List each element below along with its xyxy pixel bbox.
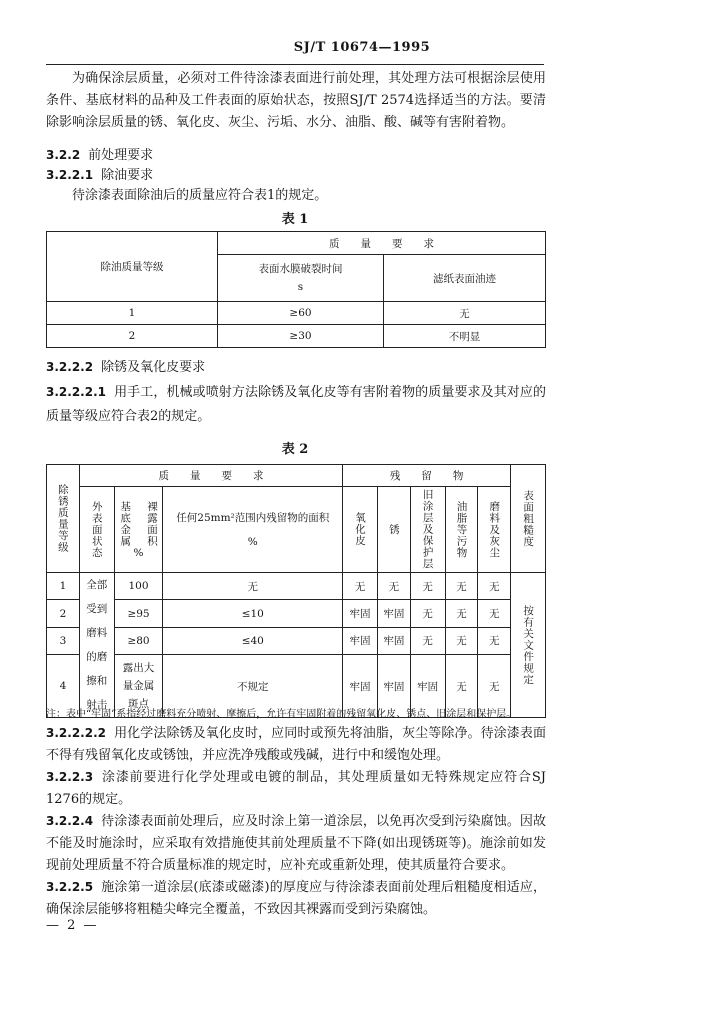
table2-header-oldcoat-text: 旧涂层及保护层 — [421, 489, 434, 570]
section-text: 施涂第一道涂层(底漆或磁漆)的厚度应与待涂漆表面前处理后粗糙度相适应，确保涂层能够将粗糙尖峰完全覆盖，不致因其裸露而受到污染腐蚀。 — [46, 880, 546, 917]
table-row — [47, 302, 546, 325]
section-number: 3.2.2.3 — [46, 770, 94, 784]
section-3-2-2-1-text: 待涂漆表面除油后的质量应符合表1的规定。 — [72, 188, 328, 203]
table2-cell-oldcoat: 无 — [410, 627, 445, 654]
section-number: 3.2.2.2 — [46, 360, 94, 374]
section-3-2-2-5 — [46, 876, 546, 921]
table-row — [47, 600, 546, 627]
section-3-2-2 — [46, 145, 153, 166]
table2-cell-grease: 无 — [445, 627, 478, 654]
table2-header-dust-text: 磨料及灰尘 — [488, 500, 501, 559]
table2-cell-dust: 无 — [478, 655, 511, 718]
table2-cell-area: ≤40 — [163, 627, 343, 654]
appearance-line: 受到 — [86, 603, 108, 615]
appearance-line: 射击 — [86, 699, 108, 711]
table2-header-exposed-unit: % — [133, 546, 144, 559]
table2-cell-oxide: 牢固 — [343, 655, 378, 718]
table1-header-time-label: 表面水膜破裂时间 — [258, 263, 343, 275]
table2-header-appearance-text: 外表面状态 — [90, 500, 103, 559]
section-text: 用化学法除锈及氧化皮时，应同时或预先将油脂，灰尘等除净。待涂漆表面不得有残留氧化皮或锈蚀，并应洗净残酸或残碱，进行中和缓饱处理。 — [46, 726, 546, 763]
table2-title: 表 2 — [281, 442, 309, 457]
table1-header-time — [218, 255, 384, 302]
section-title: 除油要求 — [101, 168, 154, 183]
section-number: 3.2.2 — [46, 148, 81, 162]
table2-header-exposed — [114, 487, 163, 573]
appearance-line: 的磨 — [86, 651, 108, 663]
table1-header-grade: 除油质量等级 — [47, 232, 218, 302]
section-3-2-2-2 — [46, 357, 205, 378]
table2-header-residue: 残 留 物 — [343, 465, 511, 487]
table2-header-area — [163, 487, 343, 573]
table2-cell-exposed: 100 — [114, 573, 163, 600]
table2-cell-grease: 无 — [445, 655, 478, 718]
table-row — [47, 573, 546, 600]
table1-cell-grade: 2 — [47, 325, 218, 348]
table2-cell-area: 不规定 — [163, 655, 343, 718]
table-row — [47, 627, 546, 654]
table2-cell-dust: 无 — [478, 573, 511, 600]
table2-cell-rust: 牢固 — [377, 600, 410, 627]
table2-header-quality: 质 量 要 求 — [79, 465, 342, 487]
header-rule — [46, 64, 544, 65]
table2-header-dust — [478, 487, 511, 573]
table2-cell-appearance — [79, 573, 114, 718]
table2-header-area-unit: % — [247, 535, 258, 548]
table1-degreasing — [46, 231, 546, 348]
table2-cell-oldcoat: 无 — [410, 600, 445, 627]
table1-title: 表 1 — [281, 212, 309, 227]
table2-header-metal-text: 基底金属 — [119, 500, 132, 547]
table2-header-exposed-text: 裸露面积 — [145, 500, 158, 547]
table1-cell-oil: 不明显 — [384, 325, 546, 348]
table2-footnote: 注：表中“牢固”系指经过磨料充分喷射、摩擦后，允许有牢固附着的残留氧化皮、锈点、旧涂层和保护层。 — [46, 709, 517, 720]
table-row — [47, 325, 546, 348]
table2-cell-dust: 无 — [478, 627, 511, 654]
table2-cell-grade: 1 — [47, 573, 80, 600]
section-text: 用手工，机械或喷射方法除锈及氧化皮等有害附着物的质量要求及其对应的质量等级应符合表2的规定。 — [46, 385, 546, 424]
table2-header-grease-text: 油脂等污物 — [455, 500, 468, 559]
table2-header-oldcoat — [410, 487, 445, 573]
table2-cell-oxide: 无 — [343, 573, 378, 600]
section-title: 前处理要求 — [88, 148, 154, 163]
appearance-line: 擦和 — [86, 675, 108, 687]
table2-cell-dust: 无 — [478, 600, 511, 627]
table2-header-grade-text: 除锈质量等级 — [56, 484, 69, 553]
table2-header-rust-text: 锈 — [387, 523, 400, 536]
table2-header-roughness-text: 表面粗糙度 — [522, 489, 535, 548]
section-number: 3.2.2.1 — [46, 168, 94, 182]
intro-paragraph: 为确保涂层质量，必须对工件待涂漆表面进行前处理，其处理方法可根据涂层使用条件、基底材料的品种及工件表面的原始状态，按照SJ/T 2574选择适当的方法。要清除影响涂层质量的锈、氧化皮、灰尘、污垢、水分、油脂、酸、碱等有害附着物。 — [46, 71, 546, 130]
section-3-2-2-1 — [46, 165, 153, 186]
table2-cell-grade: 2 — [47, 600, 80, 627]
table1-header-time-unit: s — [297, 281, 304, 293]
table2-cell-oldcoat: 牢固 — [410, 655, 445, 718]
table2-header-rust — [377, 487, 410, 573]
table2-cell-exposed: 露出大量金属斑点 — [114, 655, 163, 718]
section-number: 3.2.2.5 — [46, 880, 94, 894]
table2-header-grease — [445, 487, 478, 573]
section-number: 3.2.2.2.1 — [46, 385, 106, 399]
table2-cell-area: 无 — [163, 573, 343, 600]
table2-header-appearance — [79, 487, 114, 573]
table2-derusting — [46, 464, 546, 718]
table2-cell-grease: 无 — [445, 600, 478, 627]
section-number: 3.2.2.4 — [46, 814, 94, 828]
document-code-header: SJ/T 10674—1995 — [293, 40, 431, 55]
table2-header-grade — [47, 465, 80, 573]
table2-cell-area: ≤10 — [163, 600, 343, 627]
table2-header-roughness — [511, 465, 546, 573]
table2-cell-grade: 4 — [47, 655, 80, 718]
table2-cell-exposed: ≥95 — [114, 600, 163, 627]
section-text: 涂漆前要进行化学处理或电镀的制品，其处理质量如无特殊规定应符合SJ 1276的规定。 — [46, 770, 546, 807]
appearance-line: 全部 — [86, 579, 108, 591]
table1-cell-time: ≥60 — [218, 302, 384, 325]
table1-cell-grade: 1 — [47, 302, 218, 325]
table2-header-oxide-text: 氧化皮 — [354, 512, 367, 547]
section-3-2-2-3 — [46, 766, 546, 811]
table2-cell-grease: 无 — [445, 573, 478, 600]
table1-header-oil: 滤纸表面油迹 — [384, 255, 546, 302]
table2-cell-rust: 牢固 — [377, 627, 410, 654]
table2-cell-rust: 无 — [377, 573, 410, 600]
table2-roughness-text: 按有关文件规定 — [522, 604, 535, 686]
section-number: 3.2.2.2.2 — [46, 726, 106, 740]
table2-cell-oldcoat: 无 — [410, 573, 445, 600]
table2-cell-exposed: ≥80 — [114, 627, 163, 654]
page-number: — 2 — — [46, 918, 99, 933]
section-3-2-2-4 — [46, 810, 546, 877]
appearance-line: 磨料 — [86, 627, 108, 639]
table2-cell-oxide: 牢固 — [343, 600, 378, 627]
table2-header-oxide — [343, 487, 378, 573]
table1-header-quality: 质 量 要 求 — [218, 232, 546, 255]
table2-cell-oxide: 牢固 — [343, 627, 378, 654]
table2-header-area-text: 任何25mm²范围内残留物的面积 — [176, 511, 330, 524]
table1-cell-time: ≥30 — [218, 325, 384, 348]
table2-cell-rust: 牢固 — [377, 655, 410, 718]
table1-cell-oil: 无 — [384, 302, 546, 325]
section-text: 待涂漆表面前处理后，应及时涂上第一道涂层，以免再次受到污染腐蚀。因故不能及时施涂时，应采取有效措施使其前处理质量不下降(如出现锈斑等)。施涂前如发现前处理质量不符合质量标准的规定时，应补充或重新处理，使其质量符合要求。 — [46, 814, 546, 873]
section-3-2-2-2-1 — [46, 380, 546, 429]
section-title: 除锈及氧化皮要求 — [101, 360, 206, 375]
section-3-2-2-2-2 — [46, 722, 546, 767]
table2-cell-roughness — [511, 573, 546, 718]
table2-cell-grade: 3 — [47, 627, 80, 654]
